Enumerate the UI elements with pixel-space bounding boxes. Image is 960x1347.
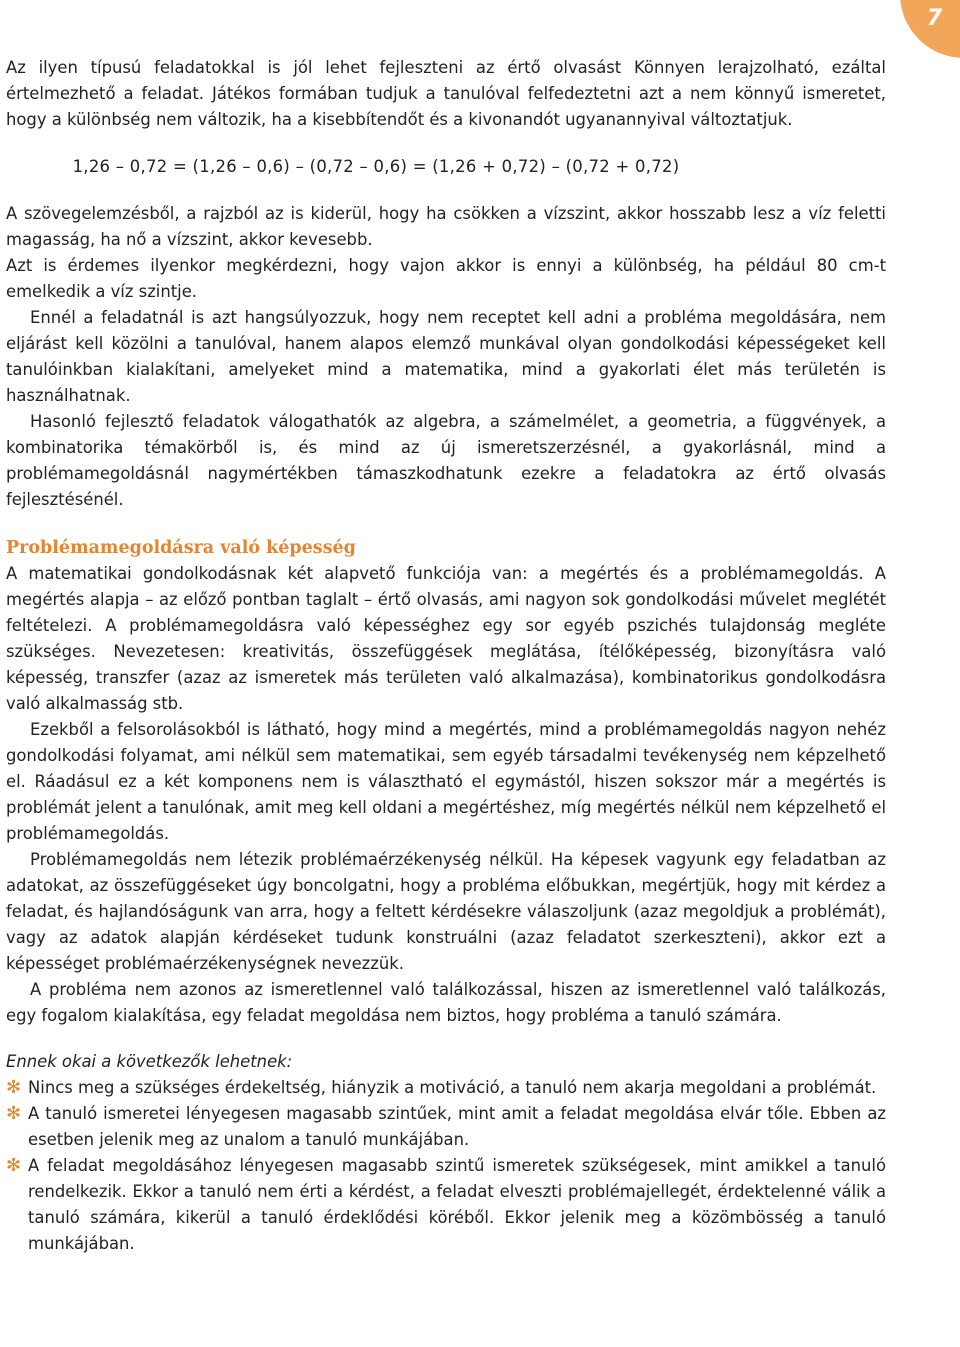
list-item	[6, 1075, 886, 1101]
section-paragraph-3: Problémamegoldás nem létezik problémaérzékenység nélkül. Ha képesek vagyunk egy feladatban az adatokat, az összefüggéseket úgy boncolgatni, hogy a probléma előbukkan, megértjük, hogy mit kérdez a feladat, és hajlandóságunk van arra, hogy a feltett kérdésekre válaszoljunk (azaz megoldjuk a problémát), vagy az adatok alapján kérdéseket tudunk konstruálni (azaz feladatot szerkeszteni), akkor ezt a képességet problémaérzékenységnek nevezzük.	[6, 850, 886, 973]
list-item	[6, 1101, 886, 1153]
section-paragraph-2: Ezekből a felsorolásokból is látható, hogy mind a megértés, mind a problémamegoldás nagyon nehéz gondolkodási folyamat, ami nélkül sem matematikai, sem egyéb társadalmi tevékenység nem képzelhető el. Ráadásul ez a két komponens nem is választható el egymástól, hiszen sokszor már a megértés is problémát jelent a tanulónak, amit meg kell oldani a megértéshez, míg megértés nélkül nem képzelhető el problémamegoldás.	[6, 720, 886, 843]
reasons-list	[6, 1075, 886, 1257]
formula: 1,26 – 0,72 = (1,26 – 0,6) – (0,72 – 0,6) = (1,26 + 0,72) – (0,72 + 0,72)	[72, 157, 680, 176]
asterisk-bullet-icon: ✻	[6, 1077, 22, 1098]
list-item	[6, 1153, 886, 1257]
asterisk-bullet-icon: ✻	[6, 1155, 22, 1176]
list-item-text: A feladat megoldásához lényegesen magasabb szintű ismeretek szükségesek, mint amikkel a tanuló rendelkezik. Ekkor a tanuló nem érti a kérdést, a feladat elveszti problémajellegét, érdektelenné válik a tanuló számára, kikerül a tanuló érdeklődési köréből. Ekkor jelenik meg a közömbösség a tanuló munkájában.	[28, 1156, 886, 1253]
paragraph-question: Azt is érdemes ilyenkor megkérdezni, hogy vajon akkor is ennyi a különbség, ha például 80 cm-t emelkedik a víz szintje.	[6, 256, 886, 301]
list-item-text: Nincs meg a szükséges érdekeltség, hiányzik a motiváció, a tanuló nem akarja megoldani a problémát.	[28, 1078, 877, 1097]
page-number: 7	[926, 6, 942, 31]
section-title: Problémamegoldásra való képesség	[6, 538, 356, 558]
reasons-intro: Ennek okai a következők lehetnek:	[6, 1052, 293, 1071]
paragraph-emphasis: Ennél a feladatnál is azt hangsúlyozzuk, hogy nem receptet kell adni a probléma megoldására, nem eljárást kell közölni a tanulóval, hanem alapos elemző munkával olyan gondolkodási képességeket kell tanulóinkban kialakítani, amelyeket mind a matematika, mind a gyakorlati élet más területén is használhatnak.	[6, 308, 886, 405]
list-item-text: A tanuló ismeretei lényegesen magasabb szintűek, mint amit a feladat megoldása elvár tőle. Ebben az esetben jelenik meg az unalom a tanuló munkájában.	[28, 1104, 886, 1149]
paragraph-intro: Az ilyen típusú feladatokkal is jól lehet fejleszteni az értő olvasást Könnyen lerajzolható, ezáltal értelmezhető a feladat. Játékos formában tudjuk a tanulóval felfedeztetni azt a nem könnyű ismeretet, hogy a különbség nem változik, ha a kisebbítendőt és a kivonandót ugyanannyival változtatjuk.	[6, 58, 886, 129]
section-paragraph-4: A probléma nem azonos az ismeretlennel való találkozással, hiszen az ismeretlennel való találkozás, egy fogalom kialakítása, egy feladat megoldása nem biztos, hogy probléma a tanuló számára.	[6, 980, 886, 1025]
page-content	[6, 55, 886, 1257]
paragraph-similar-tasks: Hasonló fejlesztő feladatok válogathatók az algebra, a számelmélet, a geometria, a függvények, a kombinatorika témakörből is, és mind az új ismeretszerzésnél, a gyakorlásnál, mind a problémamegoldásnál nagymértékben támaszkodhatunk ezekre a feladatokra az értő olvasás fejlesztésénél.	[6, 412, 886, 509]
section-paragraph-1: A matematikai gondolkodásnak két alapvető funkciója van: a megértés és a problémamegoldás. A megértés alapja – az előző pontban taglalt – értő olvasás, ami nagyon sok gondolkodási művelet meglétét feltételezi. A problémamegoldásra való képességhez egy sor egyéb pszichés tulajdonság megléte szükséges. Nevezetesen: kreativitás, összefüggések meglátása, ítélőképesség, bizonyításra való képesség, transzfer (azaz az ismeretek más területen való alkalmazása), kombinatorikus gondolkodásra való alkalmasság stb.	[6, 564, 886, 713]
asterisk-bullet-icon: ✻	[6, 1103, 22, 1124]
paragraph-analysis: A szövegelemzésből, a rajzból az is kiderül, hogy ha csökken a vízszint, akkor hosszabb lesz a víz feletti magasság, ha nő a vízszint, akkor kevesebb.	[6, 204, 886, 249]
